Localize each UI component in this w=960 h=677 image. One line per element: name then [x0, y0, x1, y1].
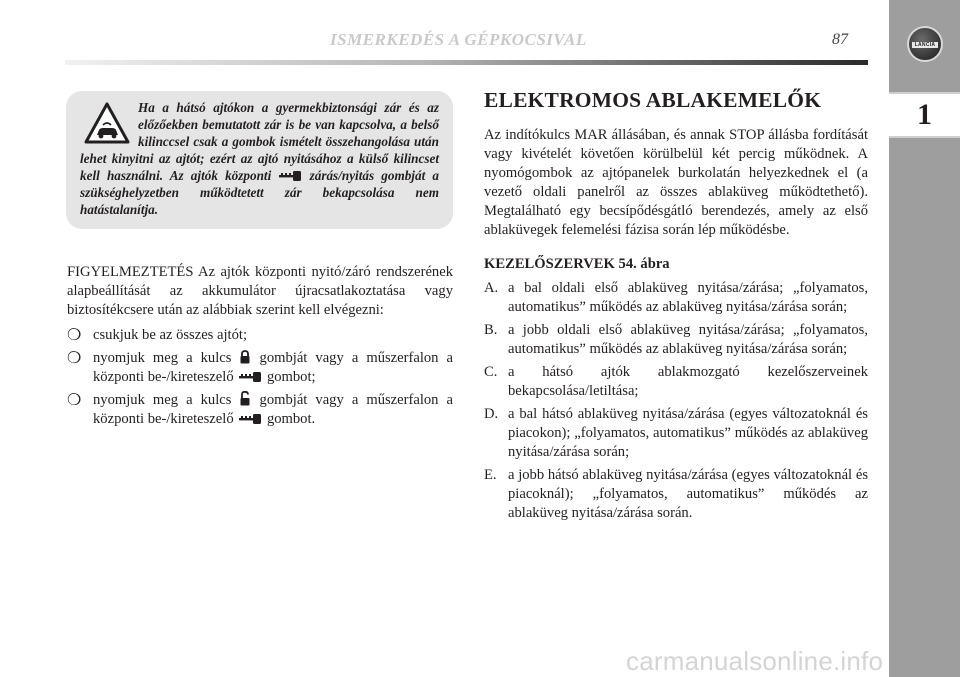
control-description: a hátsó ajtók ablakmozgató kezelőszerveinek bekapcsolása/letiltása; [508, 364, 868, 399]
key-lock-button-icon [239, 350, 251, 364]
power-windows-intro: Az indítókulcs MAR állásában, és annak STOP állásba fordítását vagy kivételét követően körülbelül két percig működnek. A nyomógombok az ajtópanelek burkolatán helyezkednek el (a vezető oldali panelről az összes ablaküveg működtethető). Megtalálható egy becsípődésgátló berendezés, amely az első ablaküvegek felemelési fázisa során lép működésbe. [484, 127, 868, 238]
control-letter: B. [484, 322, 498, 338]
bullet-marker: ❍ [67, 392, 82, 409]
header-rule [65, 60, 868, 65]
control-letter: C. [484, 364, 498, 380]
reset-steps-list [67, 326, 453, 429]
list-item [67, 391, 453, 429]
control-description: a jobb oldali első ablaküveg nyitása/zárása; „folyamatos, automatikus” működés az ablaküveg nyitása/zárása során; [508, 322, 868, 357]
list-item [67, 326, 453, 345]
controls-list [484, 279, 868, 523]
warning-text [80, 99, 439, 218]
page-number: 87 [832, 31, 848, 48]
chapter-tab: 1 [889, 92, 960, 138]
right-column [484, 86, 868, 527]
list-item-text: gombját vagy a műszerfalon a központi be-/kireteszelő [93, 350, 453, 385]
section-title: ELEKTROMOS ABLAKEMELŐK [484, 88, 822, 112]
list-item-text: csukjuk be az összes ajtót; [93, 327, 248, 343]
running-head: ISMERKEDÉS A GÉPKOCSIVAL [330, 30, 587, 49]
warning-box [66, 91, 453, 229]
list-item [484, 405, 868, 462]
control-description: a bal hátsó ablaküveg nyitása/zárása (egyes változatoknál és piacokon); „folyamatos, automatikus” működés az ablaküveg nyitása/zárása során; [508, 406, 868, 460]
controls-heading: KEZELŐSZERVEK 54. ábra [484, 256, 670, 272]
list-item-text: nyomjuk meg a kulcs [93, 350, 232, 366]
logo-text: LANCIA [912, 42, 938, 48]
bullet-marker: ❍ [67, 350, 82, 367]
lancia-logo-icon [907, 26, 943, 62]
central-lock-button-icon [237, 371, 263, 383]
list-item [484, 466, 868, 523]
control-description: a bal oldali első ablaküveg nyitása/zárása; „folyamatos, automatikus” működés az ablaküveg nyitása/zárása során; [508, 280, 868, 315]
key-unlock-button-icon [239, 391, 251, 406]
control-letter: A. [484, 280, 499, 296]
list-item [484, 321, 868, 359]
warning-text-part1: Ha a hátsó ajtókon a gyermekbiztonsági zár és az előzőekben bemutatott zár is be van kapcsolva, a belső kilinccsel csak a gombok ismételt összehangolása után lehet kinyitni az ajtót; ezért az ajtó nyitásához a külső kilincset kell használni. Az ajtók központi [80, 100, 439, 183]
warning-triangle-car-icon [84, 101, 130, 145]
list-item-text: nyomjuk meg a kulcs [93, 392, 232, 408]
control-description: a jobb hátsó ablaküveg nyitása/zárása (egyes változatoknál és piacoknál); „folyamatos, automatikus” működés az ablaküveg nyitása/zárása során. [508, 467, 868, 521]
watermark: carmanualsonline.info [626, 646, 884, 676]
central-lock-reset-intro: FIGYELMEZTETÉS Az ajtók központi nyitó/záró rendszerének alapbeállítását az akkumulátor újracsatlakoztatása vagy biztosítékcsere után az alábbiak szerint kell elvégezni: [67, 264, 453, 318]
list-item [67, 349, 453, 387]
left-column [67, 263, 453, 433]
list-item-text: gombot. [266, 411, 316, 427]
list-item [484, 363, 868, 401]
central-lock-button-icon [237, 413, 263, 425]
control-letter: D. [484, 406, 499, 422]
list-item [484, 279, 868, 317]
list-item-text: gombot; [266, 369, 316, 385]
warning-text-part2: zárás/nyitás gombját a szükséghelyzetben működtetett zár bekapcsolása nem hatástalanítja. [80, 168, 439, 217]
list-item-text: gombját vagy a műszerfalon a központi be-/kireteszelő [93, 392, 453, 427]
bullet-marker: ❍ [67, 327, 82, 344]
control-letter: E. [484, 467, 497, 483]
central-lock-button-icon [278, 170, 302, 182]
